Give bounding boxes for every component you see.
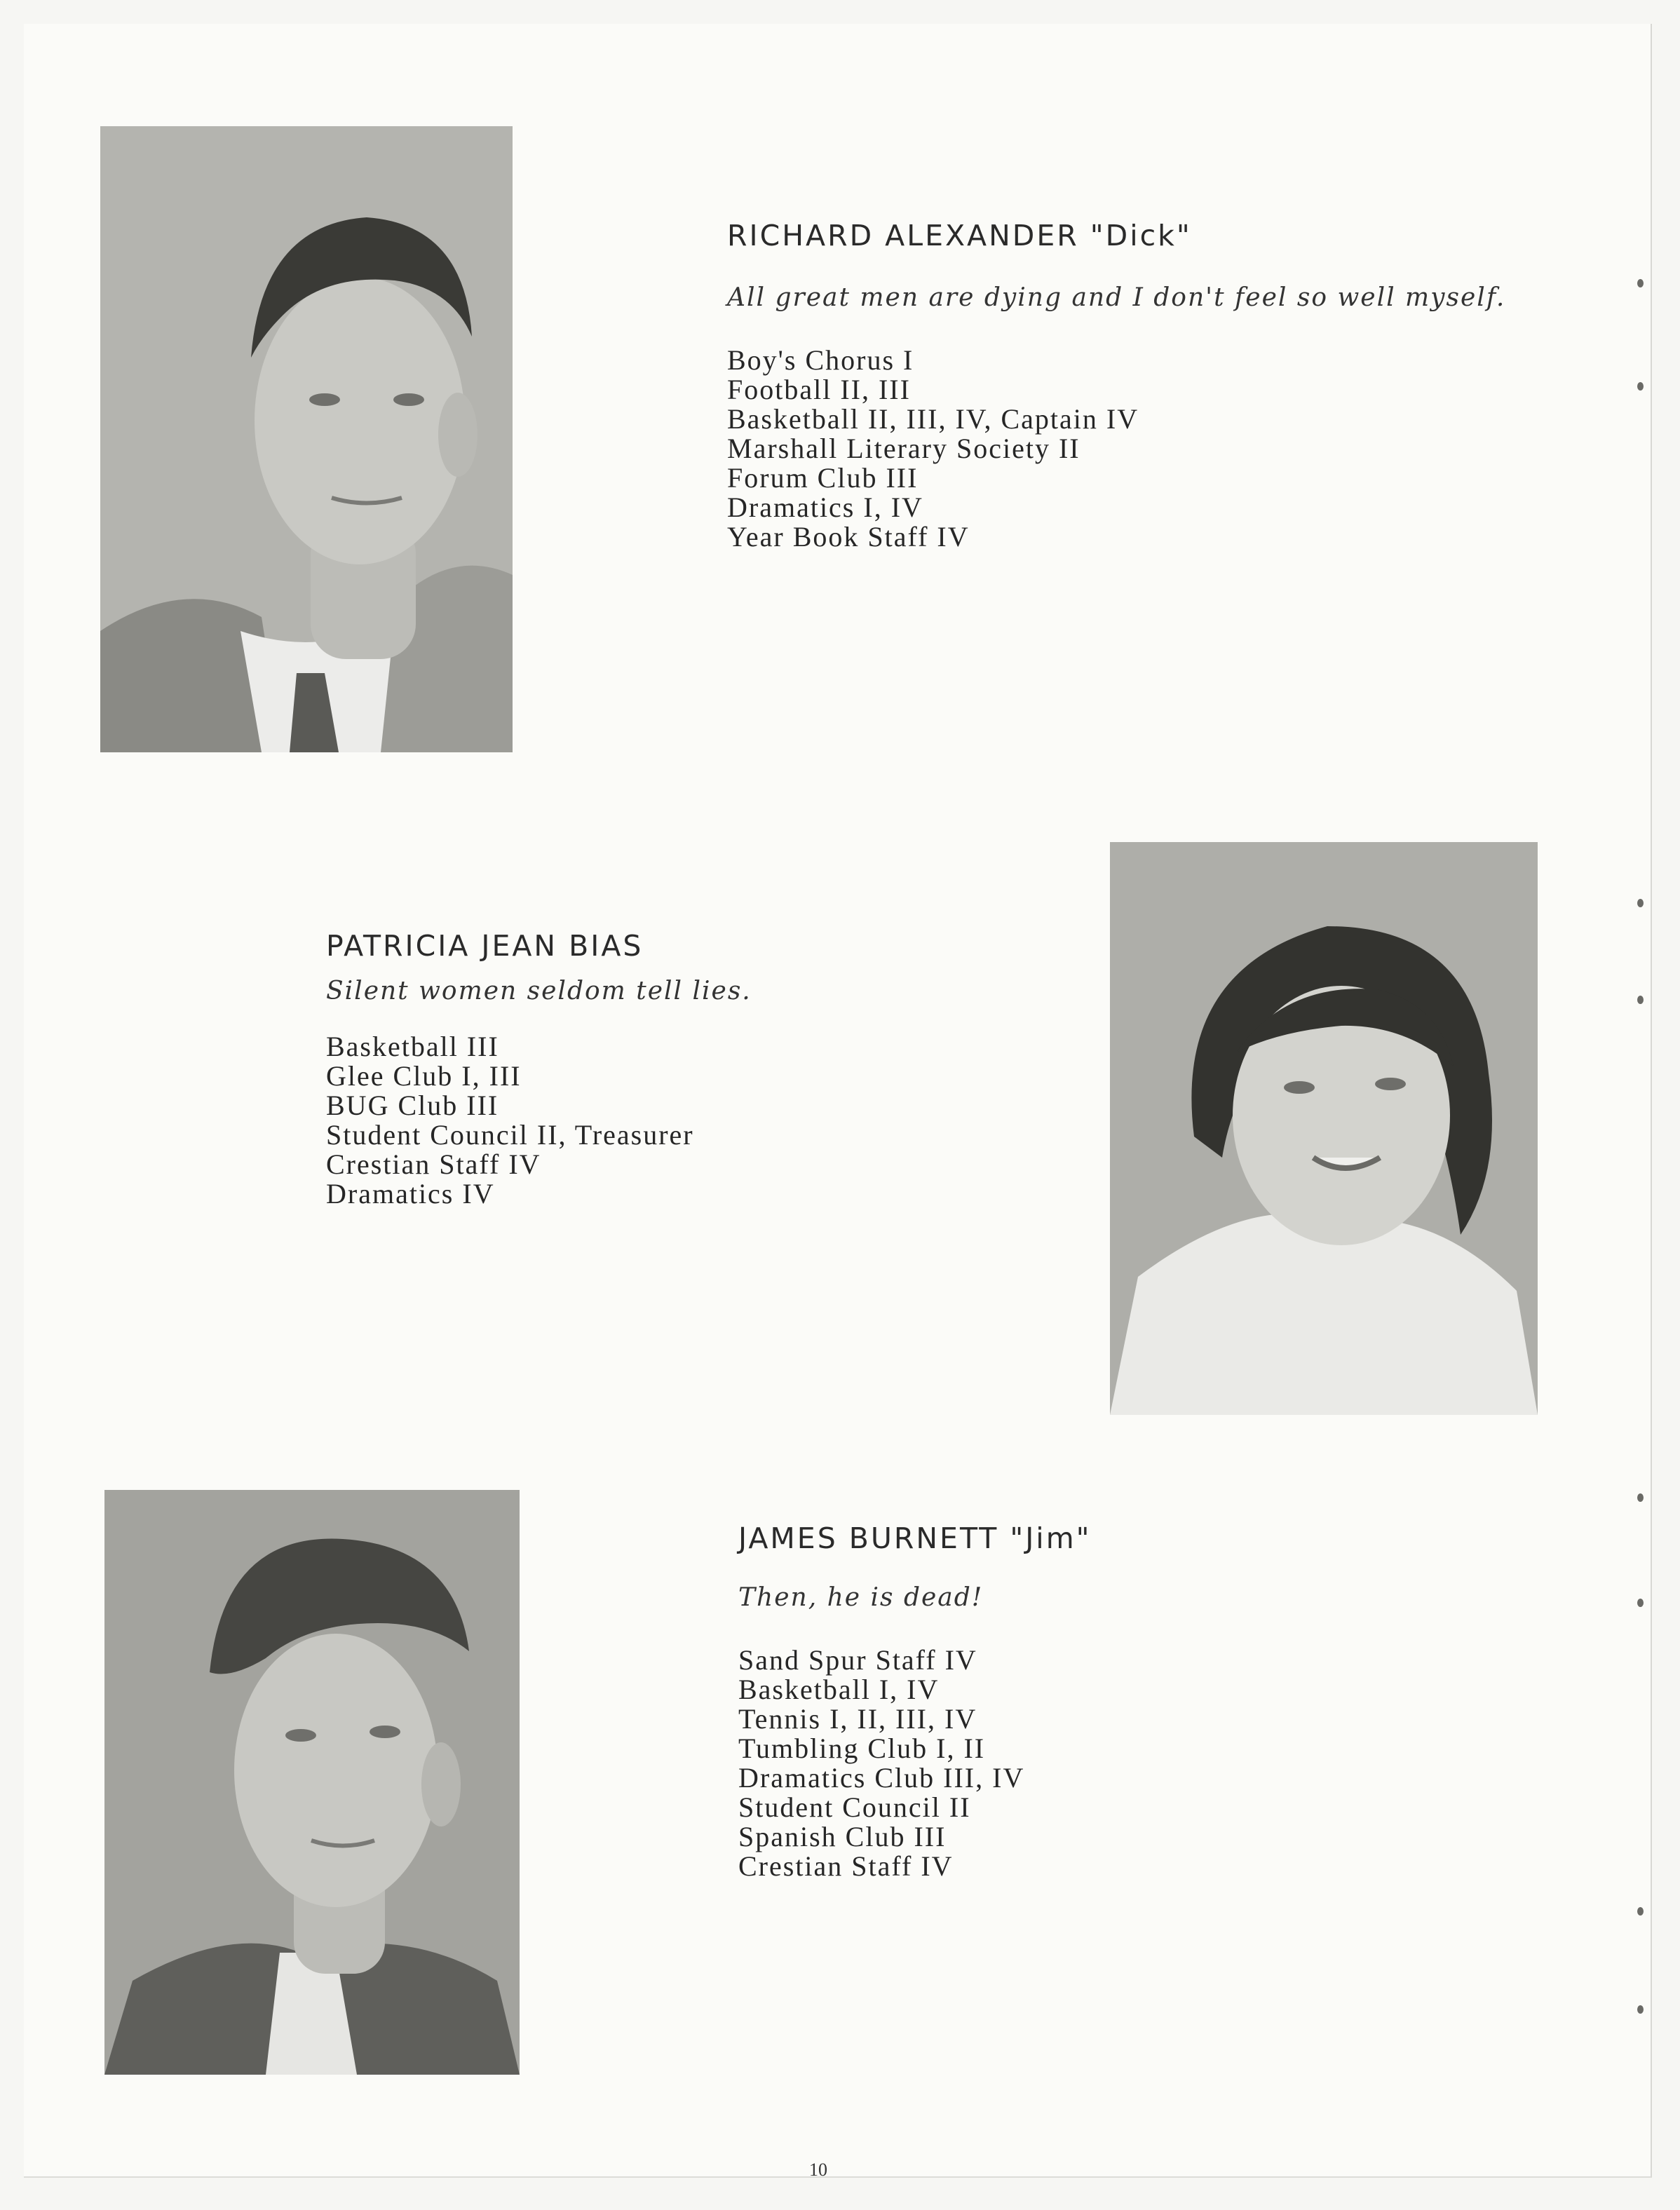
portrait-photo-richard-alexander: [100, 126, 513, 752]
activity-item: Student Council II, Treasurer: [326, 1119, 694, 1151]
entry-richard-alexander: [727, 219, 1505, 552]
student-name: PATRICIA JEAN BIAS: [326, 929, 644, 963]
activity-item: Basketball I, IV: [738, 1674, 940, 1705]
binder-hole-mark: [1637, 1493, 1644, 1502]
binder-hole-mark: [1637, 1599, 1644, 1607]
activities-list: [738, 1646, 1092, 1881]
student-quote: All great men are dying and I don't feel so well myself.: [727, 283, 1506, 312]
page-number: 10: [809, 2160, 827, 2180]
activity-item: Sand Spur Staff IV: [738, 1644, 977, 1676]
activity-item: Tennis I, II, III, IV: [738, 1703, 977, 1735]
activity-item: Dramatics IV: [326, 1178, 495, 1209]
activity-item: Spanish Club III: [738, 1821, 947, 1852]
entry-james-burnett: [738, 1521, 1092, 1881]
activity-item: Marshall Literary Society II: [727, 433, 1081, 464]
student-name: RICHARD ALEXANDER "Dick": [727, 219, 1192, 252]
binder-hole-mark: [1637, 1907, 1644, 1916]
activity-item: Basketball III: [326, 1031, 499, 1062]
activities-list: [326, 1032, 752, 1209]
activity-item: Boy's Chorus I: [727, 344, 914, 376]
activity-item: Basketball II, III, IV, Captain IV: [727, 403, 1139, 435]
activities-list: [727, 346, 1505, 552]
portrait-photo-patricia-jean-bias: [1110, 842, 1538, 1415]
activity-item: Forum Club III: [727, 462, 919, 494]
student-quote: Then, he is dead!: [738, 1583, 984, 1612]
activity-item: BUG Club III: [326, 1090, 499, 1121]
activity-item: Crestian Staff IV: [326, 1148, 541, 1180]
activity-item: Tumbling Club I, II: [738, 1733, 986, 1764]
activity-item: Dramatics I, IV: [727, 492, 923, 523]
student-quote: Silent women seldom tell lies.: [326, 977, 752, 1005]
activity-item: Year Book Staff IV: [727, 521, 970, 552]
binder-hole-mark: [1637, 899, 1644, 907]
activity-item: Student Council II: [738, 1791, 971, 1823]
binder-hole-mark: [1637, 2005, 1644, 2014]
portrait-photo-james-burnett: [104, 1490, 520, 2075]
binder-hole-mark: [1637, 279, 1644, 287]
entry-patricia-jean-bias: [326, 929, 752, 1209]
student-name: JAMES BURNETT "Jim": [738, 1521, 1092, 1555]
activity-item: Football II, III: [727, 374, 911, 405]
activity-item: Glee Club I, III: [326, 1060, 522, 1092]
activity-item: Dramatics Club III, IV: [738, 1762, 1025, 1794]
binder-hole-mark: [1637, 382, 1644, 391]
binder-hole-mark: [1637, 996, 1644, 1004]
activity-item: Crestian Staff IV: [738, 1850, 954, 1882]
